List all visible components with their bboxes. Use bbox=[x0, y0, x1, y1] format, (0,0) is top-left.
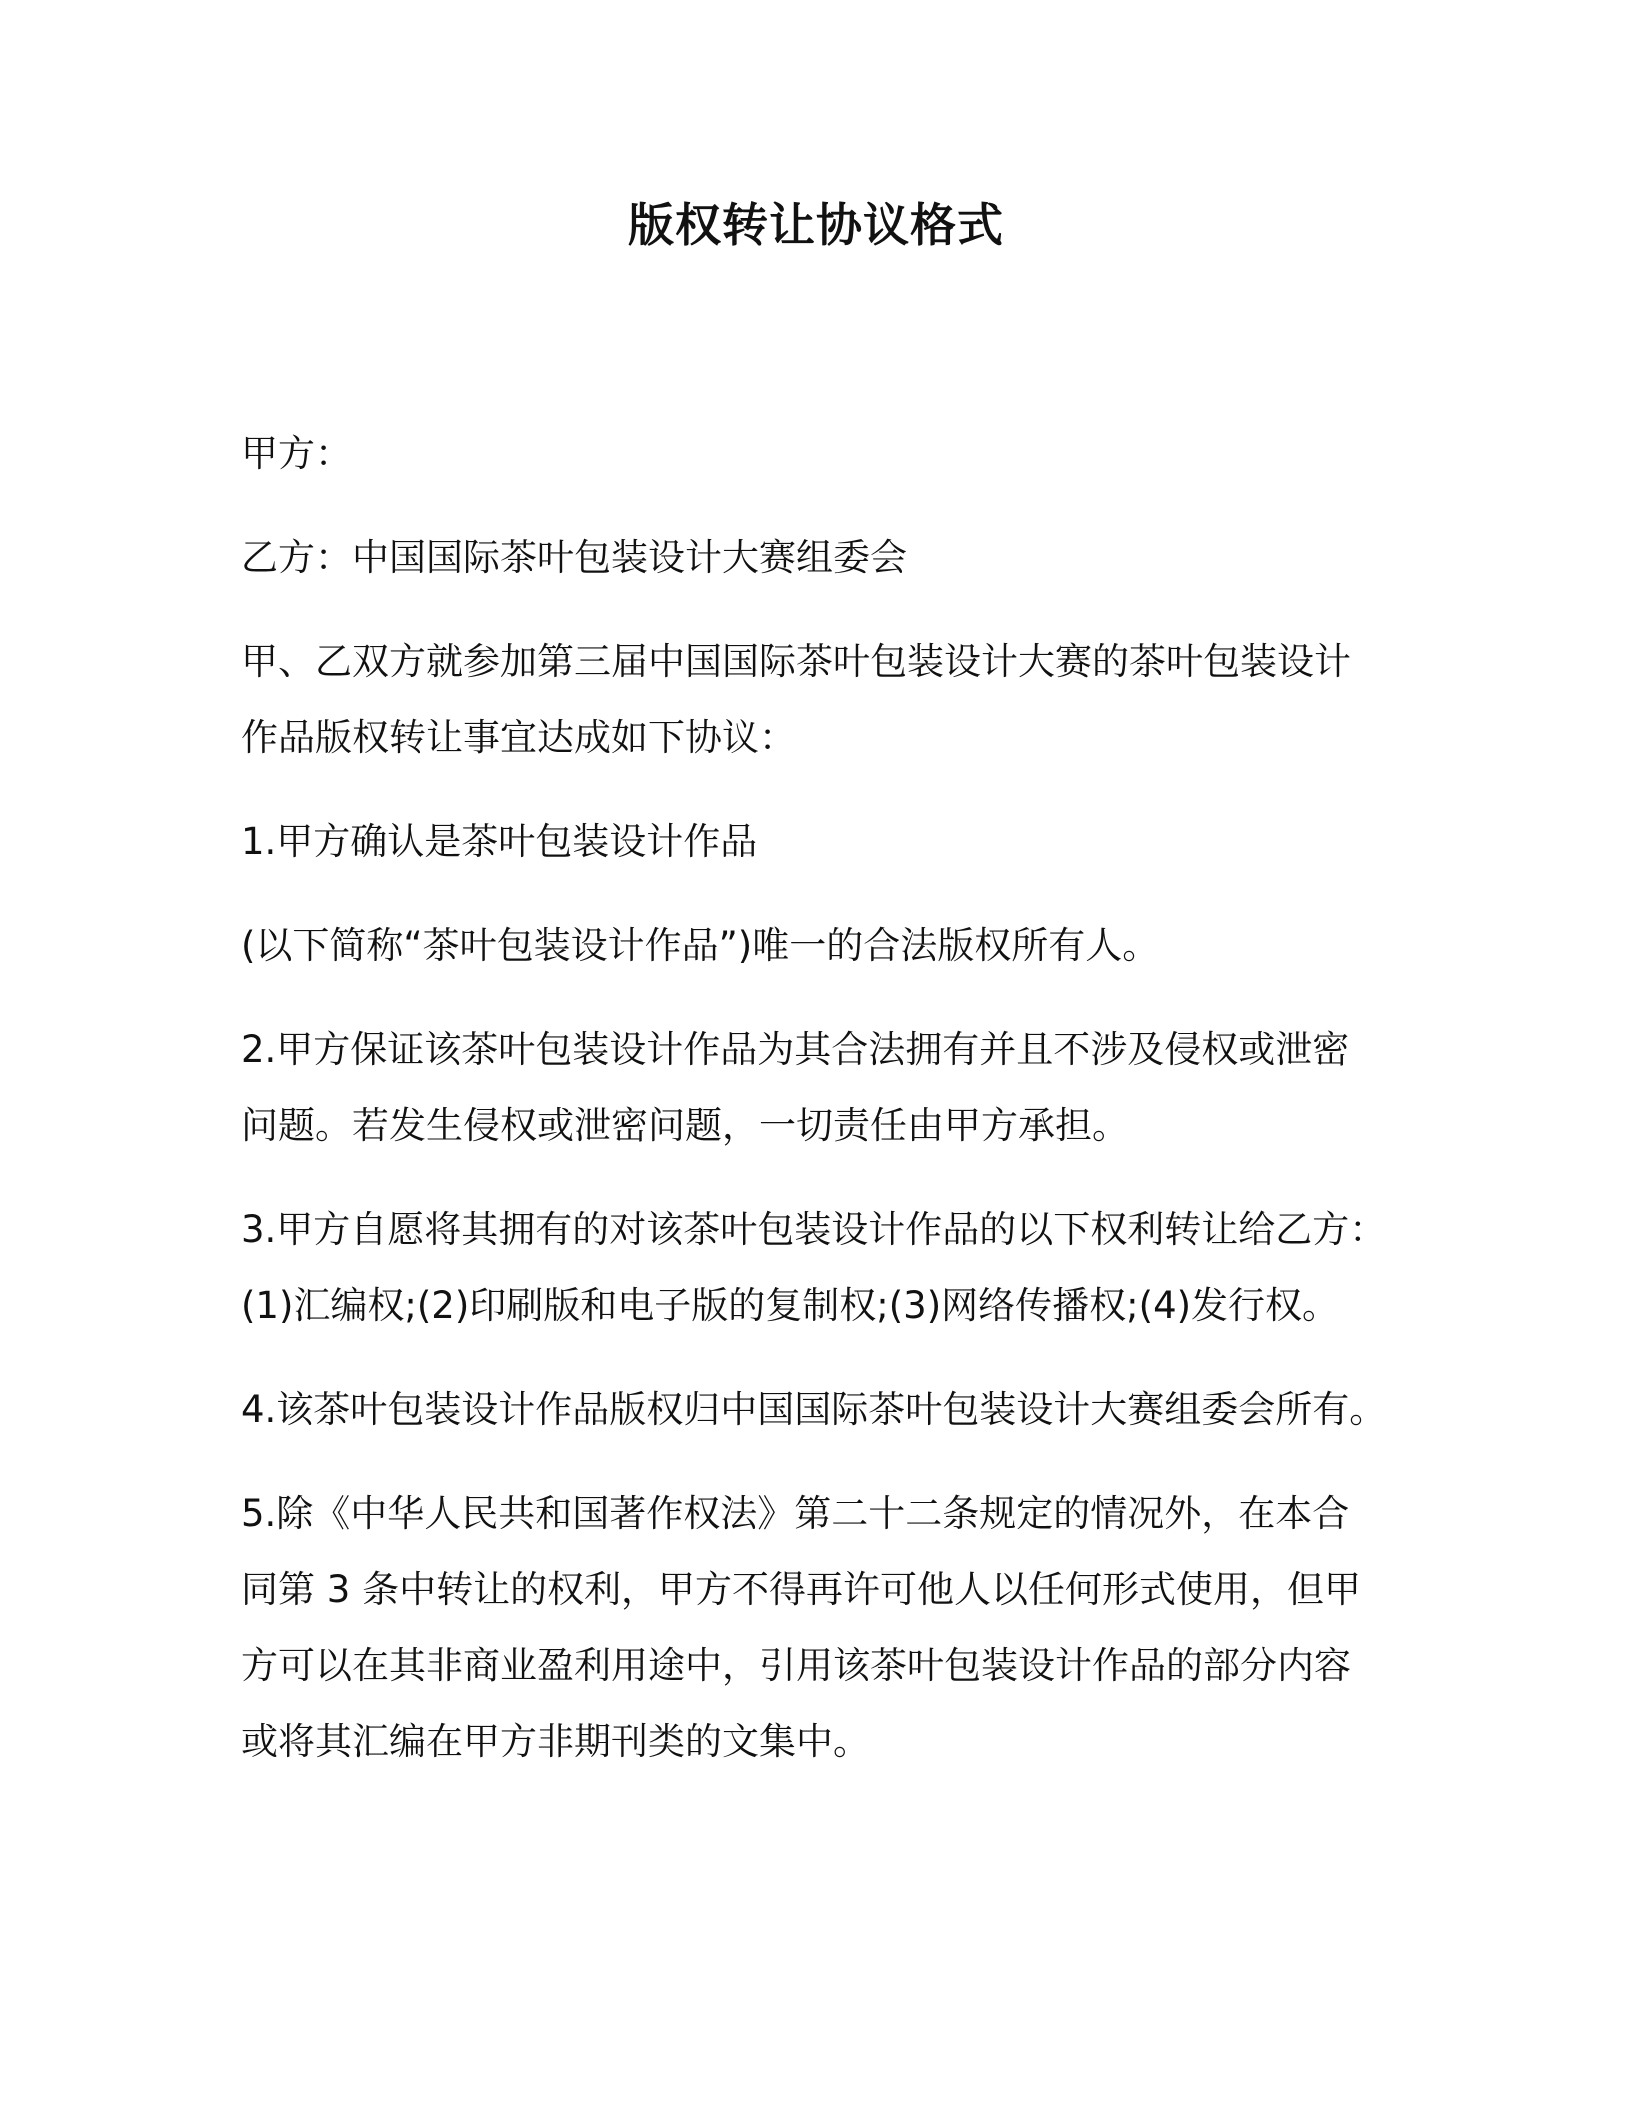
text-line: (以下简称“茶叶包装设计作品”)唯一的合法版权所有人。 bbox=[241, 924, 1160, 967]
clause-5-paragraph bbox=[241, 1476, 1391, 1780]
text-line: 3.甲方自愿将其拥有的对该茶叶包装设计作品的以下权利转让给乙方： bbox=[241, 1208, 1387, 1251]
text-line: 1.甲方确认是茶叶包装设计作品 bbox=[241, 820, 758, 863]
text-line: 2.甲方保证该茶叶包装设计作品为其合法拥有并且不涉及侵权或泄密 bbox=[241, 1028, 1350, 1071]
text-line: 甲、乙双方就参加第三届中国国际茶叶包装设计大赛的茶叶包装设计 bbox=[241, 640, 1351, 683]
party-a-paragraph bbox=[241, 416, 1391, 492]
clause-3-paragraph bbox=[241, 1192, 1391, 1344]
text-line: (1)汇编权;(2)印刷版和电子版的复制权;(3)网络传播权;(4)发行权。 bbox=[241, 1284, 1340, 1327]
clause-1-paragraph bbox=[241, 804, 1391, 880]
text-line: 或将其汇编在甲方非期刊类的文集中。 bbox=[241, 1720, 870, 1763]
clause-1-continuation bbox=[241, 908, 1391, 984]
preamble-paragraph bbox=[241, 624, 1391, 776]
text-line: 方可以在其非商业盈利用途中，引用该茶叶包装设计作品的部分内容 bbox=[241, 1644, 1351, 1687]
party-b-paragraph bbox=[241, 520, 1391, 596]
document-body bbox=[241, 416, 1391, 1808]
document-title: 版权转让协议格式 bbox=[628, 198, 1004, 252]
text-line: 甲方： bbox=[241, 432, 352, 475]
text-line: 5.除《中华人民共和国著作权法》第二十二条规定的情况外，在本合 bbox=[241, 1492, 1350, 1535]
text-line: 问题。若发生侵权或泄密问题，一切责任由甲方承担。 bbox=[241, 1104, 1129, 1147]
clause-4-paragraph bbox=[241, 1372, 1391, 1448]
text-line: 作品版权转让事宜达成如下协议： bbox=[241, 716, 796, 759]
text-line: 4.该茶叶包装设计作品版权归中国国际茶叶包装设计大赛组委会所有。 bbox=[241, 1388, 1387, 1431]
clause-2-paragraph bbox=[241, 1012, 1391, 1164]
text-line: 乙方：中国国际茶叶包装设计大赛组委会 bbox=[241, 536, 907, 579]
text-line: 同第 3 条中转让的权利，甲方不得再许可他人以任何形式使用，但甲 bbox=[241, 1568, 1362, 1611]
